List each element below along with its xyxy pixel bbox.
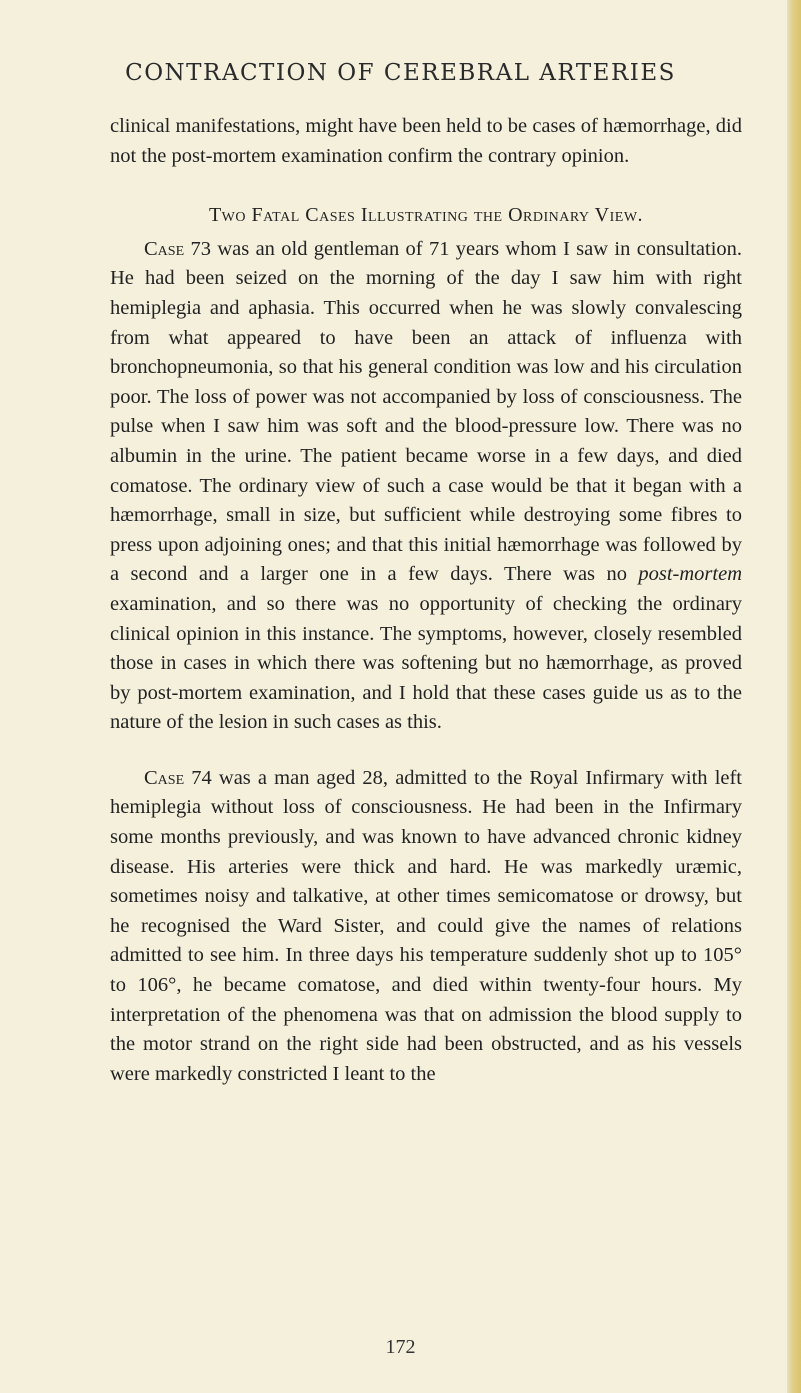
case-73-text-a: was an old gentleman of 71 years whom I saw in consultation. He had been seized on the morning of the day I saw him with right hemiplegia and aphasia. This occurred when he was slowly convalescing from what appeared to have been an attack of influenza with bronchopneumonia, so that his general condition was low and his circulation poor. The loss of power was not accompanied by loss of consciousness. The pulse when I saw him was soft and the blood-pressure low. There was no albumin in the urine. The patient became worse in a few days, and died comatose. The ordinary view of such a case would be that it began with a hæmorrhage, small in size, but sufficient while destroying some fibres to press upon adjoining ones; and that this initial hæmorrhage was followed by a second and a larger one in a few days. There was no	[110, 237, 743, 586]
case-73-number: 73	[190, 237, 211, 260]
case-73-label: Case	[144, 237, 185, 260]
case-74-label: Case	[144, 766, 185, 789]
case-74-paragraph	[110, 764, 742, 1090]
case-73-italic: post-mortem	[638, 563, 743, 586]
case-74-text: was a man aged 28, admitted to the Royal Infirmary with left hemiplegia without loss of consciousness. He had been in the Infirmary some months previously, and was known to have advanced chronic kidney disease. His arteries were thick and hard. He was markedly uræmic, sometimes noisy and talkative, at other times semicomatose or drowsy, but he recognised the Ward Sister, and could give the names of relations admitted to see him. In three days his temperature suddenly shot up to 105° to 106°, he became comatose, and died within twenty-four hours. My interpretation of the phenomena was that on admission the blood supply to the motor strand on the right side had been obstructed, and as his vessels were markedly constricted I leant to the	[110, 766, 743, 1085]
section-heading: Two Fatal Cases Illustrating the Ordinary View.	[208, 204, 644, 227]
case-73-paragraph	[110, 235, 742, 738]
case-73-text-b: examination, and so there was no opportunity of checking the ordinary clinical opinion in this instance. The symptoms, however, closely resembled those in cases in which there was softening but no hæmorrhage, as proved by post-mortem examination, and I hold that these cases guide us as to the nature of the lesion in such cases as this.	[110, 592, 742, 734]
page-edge	[787, 0, 801, 1393]
page-number: 172	[385, 1336, 416, 1358]
case-74-number: 74	[191, 766, 212, 789]
body-text	[110, 112, 742, 1089]
opening-paragraph: clinical manifestations, might have been held to be cases of hæmorrhage, did not the post-mortem examination confirm the contrary opinion.	[110, 115, 742, 167]
running-head: CONTRACTION OF CEREBRAL ARTERIES	[125, 60, 676, 86]
